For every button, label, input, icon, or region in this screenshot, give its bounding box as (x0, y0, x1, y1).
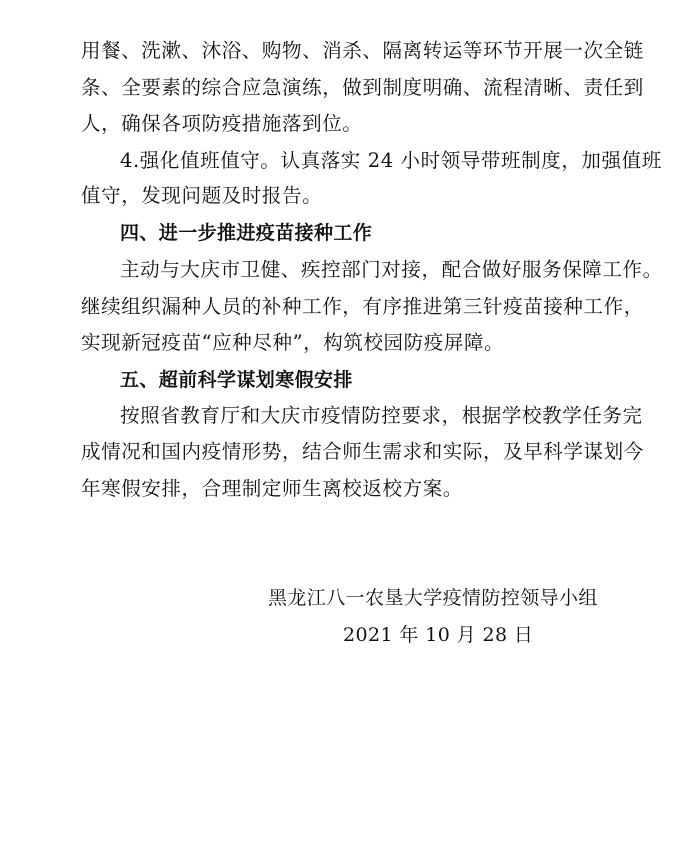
paragraph-line: 主动与大庆市卫健、疾控部门对接，配合做好服务保障工作。 (120, 258, 663, 281)
paragraph-line: 4.强化值班值守。认真落实 24 小时领导带班制度，加强值班 (120, 149, 662, 172)
paragraph-line: 用餐、洗漱、沐浴、购物、消杀、隔离转运等环节开展一次全链 (81, 39, 644, 62)
paragraph-line: 按照省教育厅和大庆市疫情防控要求，根据学校教学任务完 (120, 404, 643, 427)
paragraph-line: 继续组织漏种人员的补种工作，有序推进第三针疫苗接种工作， (81, 295, 644, 318)
paragraph-line: 年寒假安排，合理制定师生离校返校方案。 (81, 477, 463, 500)
section-heading-winter-break: 五、超前科学谋划寒假安排 (120, 369, 353, 391)
paragraph-line: 人，确保各项防疫措施落到位。 (81, 112, 363, 135)
section-heading-vaccination: 四、进一步推进疫苗接种工作 (120, 222, 373, 244)
signature-organization: 黑龙江八一农垦大学疫情防控领导小组 (268, 587, 598, 609)
paragraph-line: 条、全要素的综合应急演练，做到制度明确、流程清晰、责任到 (81, 76, 644, 99)
paragraph-line: 值守，发现问题及时报告。 (81, 184, 323, 207)
paragraph-line: 实现新冠疫苗“应种尽种”，构筑校园防疫屏障。 (81, 331, 505, 354)
signature-date: 2021 年 10 月 28 日 (343, 624, 534, 646)
paragraph-line: 成情况和国内疫情形势，结合师生需求和实际，及早科学谋划今 (81, 440, 644, 463)
